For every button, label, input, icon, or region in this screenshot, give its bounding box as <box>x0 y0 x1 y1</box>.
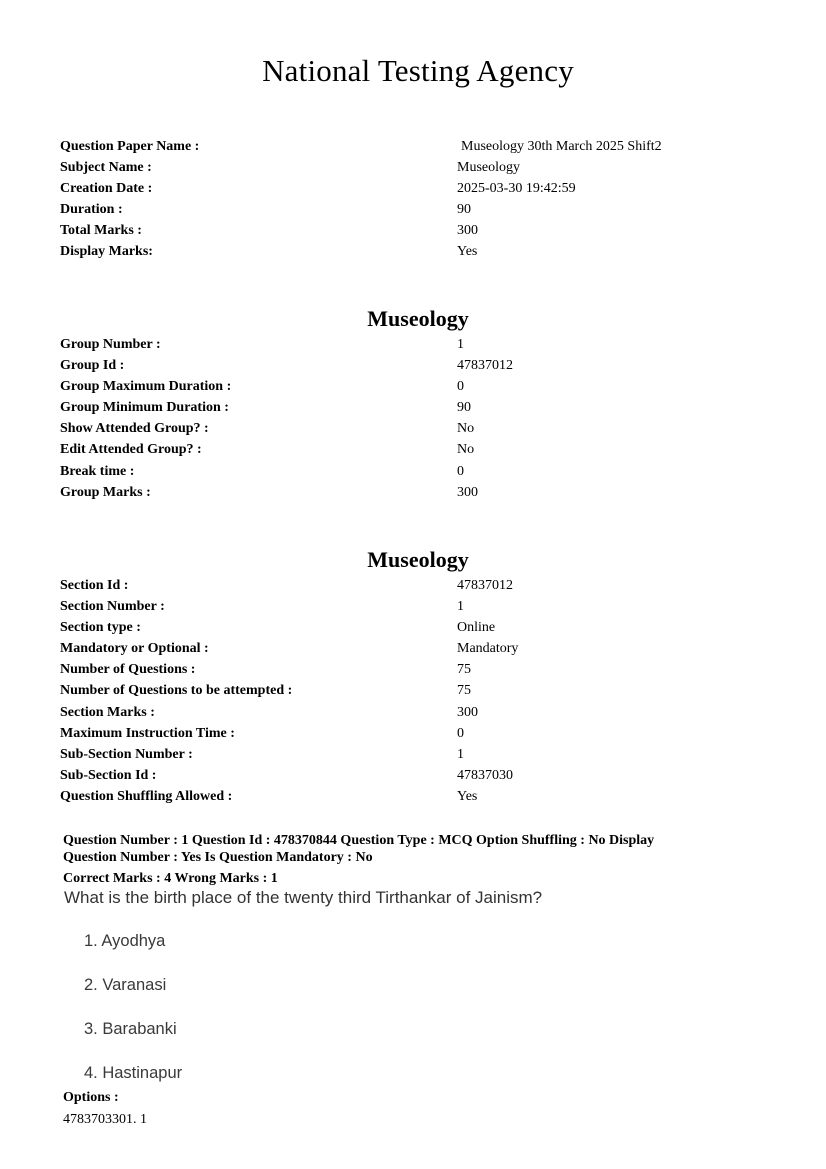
paper-info-row <box>60 199 760 220</box>
question-meta-line-1: Question Number : 1 Question Id : 478370844 Question Type : MCQ Option Shuffling : No Display <box>63 833 655 848</box>
section-info-table <box>60 575 760 807</box>
group-info-label: Edit Attended Group? : <box>60 442 202 458</box>
paper-info-value: Yes <box>457 244 478 260</box>
paper-info-value: 2025-03-30 19:42:59 <box>457 181 576 197</box>
paper-info-label: Display Marks: <box>60 244 153 260</box>
section-info-label: Number of Questions to be attempted : <box>60 683 293 699</box>
section-info-label: Section Number : <box>60 599 165 615</box>
section-info-value: 0 <box>457 725 464 741</box>
group-info-row <box>60 334 760 355</box>
paper-info-value: Museology 30th March 2025 Shift2 <box>461 139 662 154</box>
question-meta-line-2: Question Number : Yes Is Question Mandatory : No <box>63 850 373 865</box>
group-info-label: Show Attended Group? : <box>60 421 209 437</box>
paper-info-label: Subject Name : <box>60 160 152 176</box>
group-info-row <box>60 461 760 482</box>
section-info-value: 75 <box>457 662 471 678</box>
paper-info-table <box>60 136 760 263</box>
group-info-row <box>60 355 760 376</box>
section-info-value: Mandatory <box>457 641 519 657</box>
group-info-value: No <box>457 442 475 458</box>
paper-info-value: 90 <box>457 202 471 218</box>
option-item: 2. Varanasi <box>84 976 167 994</box>
section-info-row <box>60 596 760 617</box>
section-info-label: Section Marks : <box>60 704 155 720</box>
group-info-value: 300 <box>457 484 478 500</box>
group-info-row <box>60 482 760 503</box>
section-info-row <box>60 659 760 680</box>
question-image <box>64 886 704 1082</box>
section-info-value: 47837012 <box>457 578 513 593</box>
section-info-value: 75 <box>457 683 471 699</box>
section-info-label: Section Id : <box>60 578 129 593</box>
section-info-value: 1 <box>457 599 464 615</box>
section-info-row <box>60 744 760 765</box>
option-item: 1. Ayodhya <box>84 932 166 950</box>
paper-info-row <box>60 157 760 178</box>
section-info-row <box>60 638 760 659</box>
section-info-label: Maximum Instruction Time : <box>60 725 235 741</box>
paper-info-row <box>60 241 760 262</box>
section-info-value: Online <box>457 620 496 636</box>
group-info-table <box>60 334 760 503</box>
group-info-label: Group Minimum Duration : <box>60 400 229 416</box>
section-info-row <box>60 723 760 744</box>
section-info-label: Number of Questions : <box>60 662 196 678</box>
group-info-label: Group Marks : <box>60 484 151 500</box>
paper-info-label: Question Paper Name : <box>60 139 200 154</box>
section-info-value: 300 <box>457 704 478 720</box>
page-title: National Testing Agency <box>262 53 574 88</box>
group-heading: Museology <box>367 306 469 331</box>
section-info-row <box>60 575 760 596</box>
group-info-value: 0 <box>457 463 464 479</box>
options-label: Options : <box>63 1090 119 1105</box>
question-meta <box>63 832 763 887</box>
paper-info-row <box>60 136 760 157</box>
paper-info-label: Total Marks : <box>60 223 142 239</box>
option-id: 4783703301. 1 <box>63 1112 147 1127</box>
paper-info-value: 300 <box>457 223 478 239</box>
section-info-label: Question Shuffling Allowed : <box>60 788 233 804</box>
section-info-label: Section type : <box>60 620 141 636</box>
option-item: 4. Hastinapur <box>84 1064 183 1082</box>
paper-info-row <box>60 178 760 199</box>
group-info-value: 0 <box>457 379 464 395</box>
section-info-row <box>60 680 760 701</box>
group-info-value: No <box>457 421 475 437</box>
group-info-value: 47837012 <box>457 358 513 374</box>
section-info-value: Yes <box>457 788 478 804</box>
group-info-row <box>60 439 760 460</box>
section-info-label: Sub-Section Id : <box>60 767 157 783</box>
group-info-row <box>60 397 760 418</box>
paper-info-row <box>60 220 760 241</box>
section-info-label: Sub-Section Number : <box>60 746 193 762</box>
section-info-row <box>60 765 760 786</box>
paper-info-label: Creation Date : <box>60 181 153 197</box>
section-info-label: Mandatory or Optional : <box>60 641 209 657</box>
group-info-value: 90 <box>457 400 471 416</box>
section-heading: Museology <box>367 547 469 572</box>
group-info-label: Group Number : <box>60 337 161 352</box>
section-info-row <box>60 702 760 723</box>
group-info-value: 1 <box>457 337 464 352</box>
group-info-label: Break time : <box>60 463 135 479</box>
section-info-row <box>60 617 760 638</box>
group-info-row <box>60 418 760 439</box>
option-item: 3. Barabanki <box>84 1020 177 1038</box>
section-info-value: 1 <box>457 746 464 762</box>
group-info-label: Group Maximum Duration : <box>60 379 232 395</box>
group-info-row <box>60 376 760 397</box>
question-text: What is the birth place of the twenty third Tirthankar of Jainism? <box>64 888 543 907</box>
paper-info-label: Duration : <box>60 202 123 218</box>
question-marks-line: Correct Marks : 4 Wrong Marks : 1 <box>63 871 278 886</box>
section-info-value: 47837030 <box>457 767 513 783</box>
group-info-label: Group Id : <box>60 358 125 374</box>
paper-info-value: Museology <box>457 160 520 176</box>
section-info-row <box>60 786 760 807</box>
